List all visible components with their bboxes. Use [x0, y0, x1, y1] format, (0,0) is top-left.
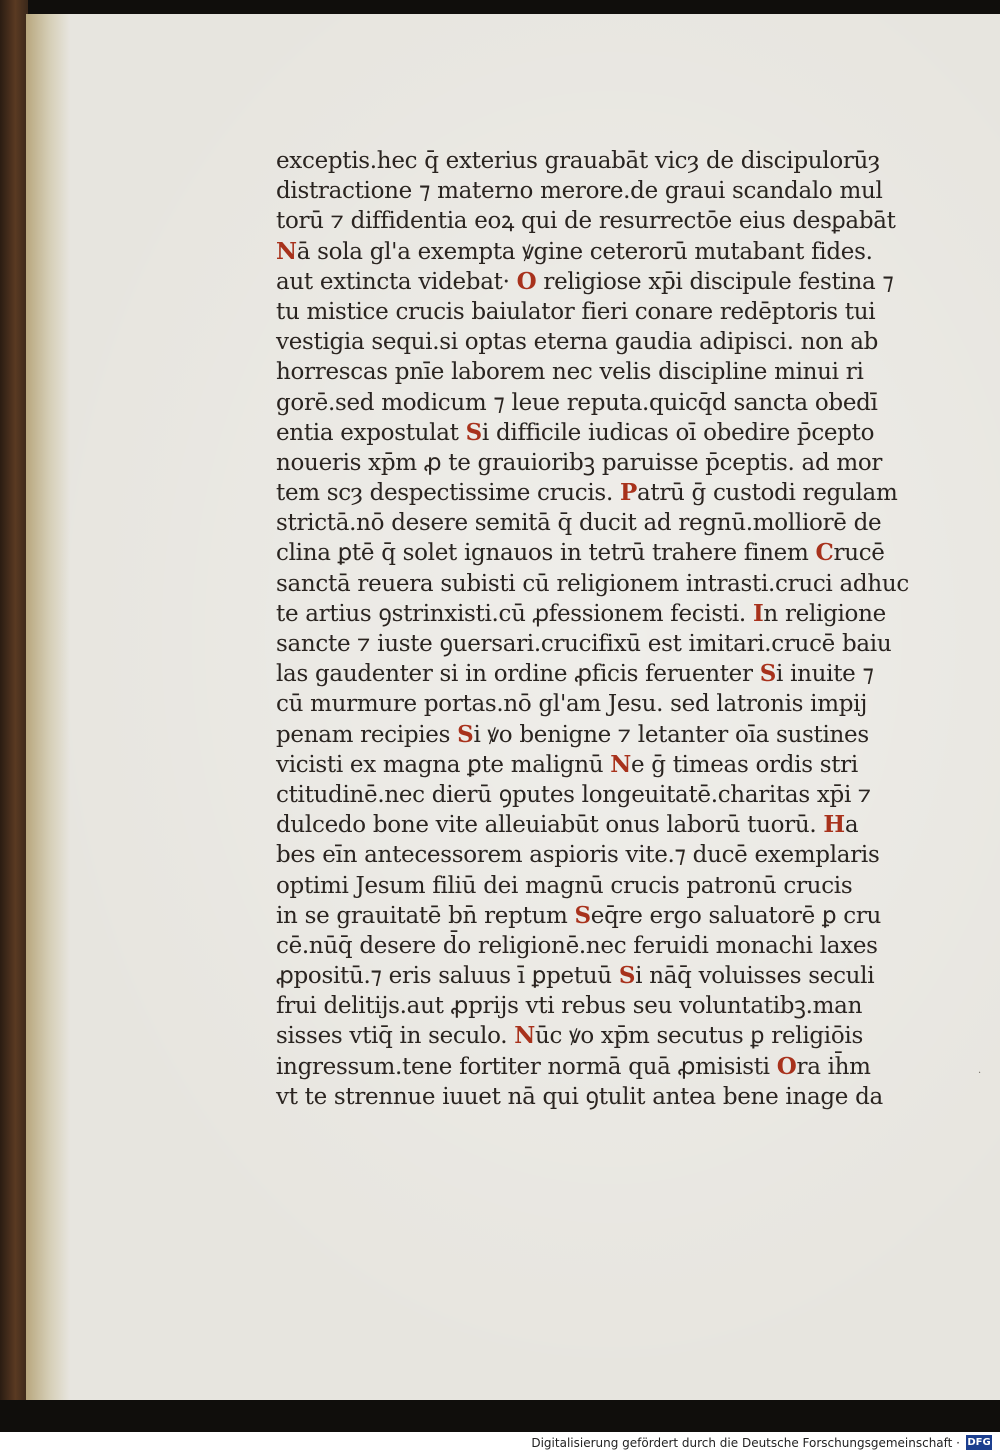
text-line: las gaudenter si in ordine ꝓficis feruenter Si inuite ⁊ [276, 660, 874, 688]
rubric-initial: P [619, 479, 637, 507]
text-line: Nā sola gl'a exempta ꝟgine ceterorū mutabant fides. [276, 237, 873, 265]
text-line: bes eīn antecessorem aspioris vite.⁊ ducē exemplaris [276, 842, 880, 869]
text-line: torū ⁊ diffidentia eoꝝ qui de resurrectōe eius desꝑabāt [276, 208, 896, 235]
rubric-initial: S [465, 418, 482, 446]
text-block [276, 146, 966, 1112]
text-line: strictā.nō desere semitā q̄ ducit ad regnū.molliorē de [276, 510, 882, 537]
text-line: vt te strennue iuuet nā qui ꝯtulit antea bene inage da [276, 1083, 883, 1110]
text-line: entia expostulat Si difficile iudicas oī obedire p̄cepto [276, 418, 875, 446]
text-line: horrescas pnīe laborem nec velis discipline minui ri [276, 359, 864, 386]
text-line: in se grauitatē bn̄ reptum Seq̄re ergo saluatorē ꝑ cru [276, 901, 882, 929]
page-gutter-stain [26, 14, 70, 1400]
text-line: dulcedo bone vite alleuiabūt onus laborū tuorū. Ha [276, 811, 859, 839]
text-line: cū murmure portas.nō gl'am Jesu. sed latronis impij [276, 691, 868, 718]
footer-credit: Digitalisierung gefördert durch die Deutsche Forschungsgemeinschaft · [531, 1436, 960, 1450]
text-line: exceptis.hec q̄ exterius grauabāt vicȝ de discipulorūȝ [276, 148, 880, 174]
text-line: gorē.sed modicum ⁊ leue reputa.quicq̄d sancta obedī [276, 389, 878, 416]
rubric-initial: O [776, 1052, 797, 1080]
text-line: aut extincta videbat· O religiose xp̄i discipule festina ⁊ [276, 267, 894, 295]
digitization-footer [0, 1432, 1000, 1454]
text-line: cē.nūq̄ desere d̄o religionē.nec feruidi monachi laxes [276, 932, 878, 959]
text-line: sisses vtiq̄ in seculo. Nūc ꝟo xp̄m secutus ꝑ religiōis [276, 1022, 863, 1050]
text-line: vicisti ex magna ꝑte malignū Ne ḡ timeas ordis stri [276, 750, 858, 778]
book-binding-edge [0, 0, 28, 1400]
book-page [26, 14, 1000, 1400]
rubric-initial: N [514, 1022, 535, 1050]
rubric-initial: O [516, 267, 537, 295]
rubric-initial: I [752, 599, 764, 627]
text-line: optimi Jesum filiū dei magnū crucis patronū crucis [276, 872, 853, 899]
text-line: tem scȝ despectissime crucis. Patrū ḡ custodi regulam [276, 479, 898, 507]
rubric-initial: S [457, 720, 474, 748]
rubric-initial: H [823, 811, 845, 839]
rubric-initial: S [618, 962, 636, 990]
text-line: te artius ꝯstrinxisti.cū ꝓfessionem fecisti. In religione [276, 599, 886, 627]
text-line: noueris xp̄m ꝓ te grauioribꝫ paruisse p̄ceptis. ad mor [276, 449, 883, 476]
text-line: penam recipies Si ꝟo benigne ⁊ letanter oīa sustines [276, 720, 869, 748]
rubric-initial: S [759, 660, 777, 688]
text-line: frui delitijs.aut ꝓprijs vti rebus seu voluntatibꝫ.man [276, 993, 863, 1020]
text-line: clina ꝑtē q̄ solet ignauos in tetrū trahere finem Crucē [276, 539, 885, 567]
text-line: sancte ⁊ iuste ꝯuersari.crucifixū est imitari.crucē baiu [276, 631, 892, 657]
text-line: sanctā reuera subisti cū religionem intrasti.cruci adhuc [276, 570, 909, 597]
rubric-initial: C [815, 539, 834, 567]
dfg-logo: DFG [967, 1437, 991, 1448]
text-line: ꝓpositū.⁊ eris saluus ī ꝑpetuū Si nāq̄ voluisses seculi [276, 962, 875, 990]
text-line: ctitudinē.nec dierū ꝯputes longeuitatē.charitas xp̄i ⁊ [276, 781, 871, 808]
text-line: vestigia sequi.si optas eterna gaudia adipisci. non ab [276, 329, 879, 356]
text-line: ingressum.tene fortiter normā quā ꝓmisisti Ora ih̄m [276, 1052, 871, 1080]
ink-speck: · [978, 1068, 982, 1079]
text-line: tu mistice crucis baiulator fieri conare redēptoris tui [276, 298, 876, 325]
rubric-initial: N [276, 237, 297, 265]
rubric-initial: N [610, 750, 631, 778]
rubric-initial: S [574, 901, 591, 929]
text-line: distractione ⁊ materno merore.de graui scandalo mul [276, 178, 883, 205]
